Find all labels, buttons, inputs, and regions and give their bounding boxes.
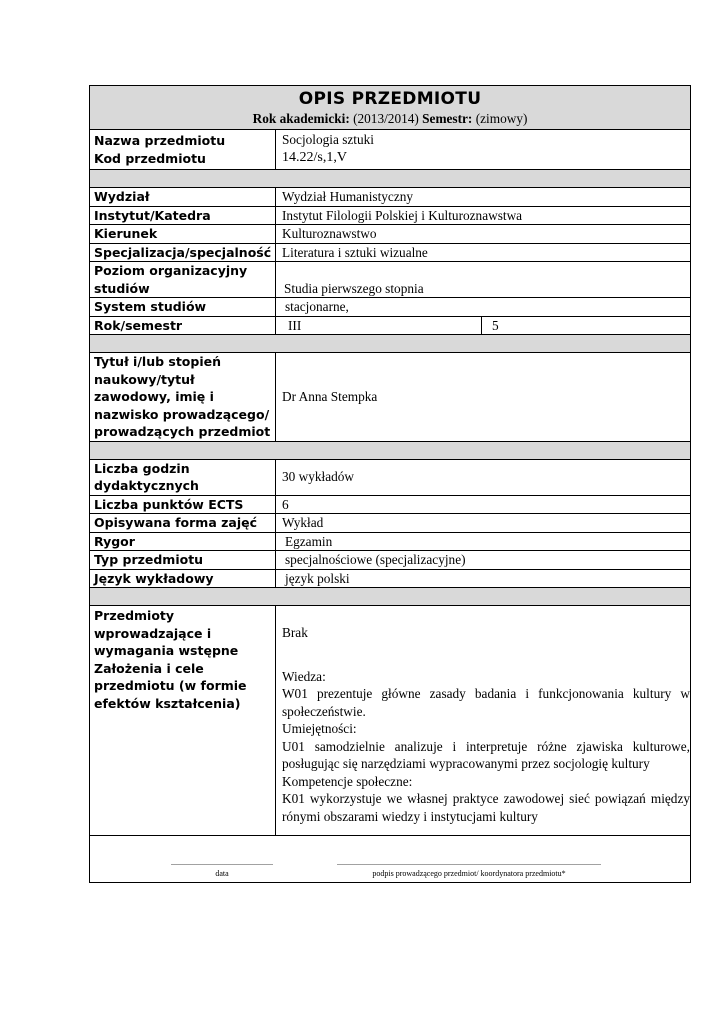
page-title: OPIS PRZEDMIOTU <box>298 89 482 109</box>
faculty-value: Wydział Humanistyczny <box>276 188 691 207</box>
goals-label-cell <box>90 606 276 836</box>
separator-row <box>90 170 691 188</box>
competence-heading: Kompetencje społeczne: <box>282 773 413 789</box>
name-code-row <box>90 130 691 170</box>
rigor-label: Rygor <box>90 532 276 551</box>
ects-label: Liczba punktów ECTS <box>90 495 276 514</box>
hours-label: Liczba godzin dydaktycznych <box>90 459 276 495</box>
date-caption: data <box>215 869 229 878</box>
rigor-row <box>90 532 691 551</box>
institute-label: Instytut/Katedra <box>90 206 276 225</box>
year-label: Rok akademicki: <box>252 111 350 126</box>
direction-value: Kulturoznawstwo <box>276 225 691 244</box>
hours-row <box>90 459 691 495</box>
system-value: stacjonarne, <box>276 298 691 317</box>
level-label: Poziom organizacyjny studiów <box>90 262 276 298</box>
type-value: specjalnościowe (specjalizacyjne) <box>276 551 691 570</box>
name-value: Socjologia sztuki <box>282 132 374 147</box>
course-description-form <box>89 85 691 883</box>
institute-row <box>90 206 691 225</box>
semester-label: Semestr: <box>422 111 473 126</box>
goals-row <box>90 606 691 836</box>
lecturer-label: Tytuł i/lub stopień naukowy/tytuł zawodowy, imię i nazwisko prowadzącego/ prowadzących przedmiot <box>90 353 276 442</box>
knowledge-heading: Wiedza: <box>282 668 326 684</box>
name-code-value-cell <box>276 130 691 170</box>
separator-cell <box>90 588 691 606</box>
goals-label: Założenia i cele przedmiotu (w formie efektów kształcenia) <box>94 660 247 711</box>
signature-line: .................................................................................................................................... <box>337 858 601 867</box>
faculty-row <box>90 188 691 207</box>
goals-value-cell <box>276 606 691 836</box>
faculty-label: Wydział <box>90 188 276 207</box>
form-label: Opisywana forma zajęć <box>90 514 276 533</box>
direction-label: Kierunek <box>90 225 276 244</box>
signature-row <box>90 836 691 883</box>
competence-text: K01 wykorzystuje we własnej praktyce zawodowej sieć powiązań między rónymi obszarami wiedzy i instytucjami kultury <box>282 791 690 824</box>
specialization-row <box>90 243 691 262</box>
year-semester-label: Rok/semestr <box>90 316 276 335</box>
system-label: System studiów <box>90 298 276 317</box>
prereq-label: Przedmioty wprowadzające i wymagania wstępne <box>94 608 239 658</box>
ects-row <box>90 495 691 514</box>
code-value: 14.22/s,1,V <box>282 149 347 165</box>
separator-cell <box>90 170 691 188</box>
date-line: ................................................... <box>171 858 273 867</box>
type-row <box>90 551 691 570</box>
specialization-value: Literatura i sztuki wizualne <box>276 243 691 262</box>
form-row <box>90 514 691 533</box>
year-value-cell: III <box>276 316 482 335</box>
institute-value: Instytut Filologii Polskiej i Kulturoznawstwa <box>276 206 691 225</box>
lecturer-value: Dr Anna Stempka <box>276 353 691 442</box>
level-value: Studia pierwszego stopnia <box>276 262 691 298</box>
name-label: Nazwa przedmiotu <box>94 133 226 148</box>
year-value: (2013/2014) <box>353 111 419 126</box>
specialization-label: Specjalizacja/specjalność <box>90 243 276 262</box>
level-row <box>90 262 691 298</box>
signature-caption: podpis prowadzącego przedmiot/ koordynatora przedmiotu* <box>372 869 566 878</box>
language-value: język polski <box>276 569 691 588</box>
separator-row <box>90 335 691 353</box>
skills-heading: Umiejętności: <box>282 721 357 736</box>
year-semester-row <box>90 316 691 335</box>
spacer <box>282 642 690 668</box>
name-code-label-cell <box>90 130 276 170</box>
type-label: Typ przedmiotu <box>90 551 276 570</box>
semester-value-cell: 5 <box>482 316 691 335</box>
separator-row <box>90 441 691 459</box>
rigor-value: Egzamin <box>276 532 691 551</box>
separator-cell <box>90 441 691 459</box>
skills-text: U01 samodzielnie analizuje i interpretuje różne zjawiska kulturowe, posługując się narzędziami wypracowanymi przez socjologię kultury <box>282 738 690 771</box>
code-label: Kod przedmiotu <box>94 150 206 166</box>
knowledge-text: W01 prezentuje główne zasady badania i funkcjonowania kultury w społeczeństwie. <box>282 686 690 719</box>
language-label: Język wykładowy <box>90 569 276 588</box>
separator-cell <box>90 335 691 353</box>
separator-row <box>90 588 691 606</box>
semester-value: (zimowy) <box>475 111 528 126</box>
ects-value: 6 <box>276 495 691 514</box>
form-value: Wykład <box>276 514 691 533</box>
header-row <box>90 86 691 130</box>
header-cell <box>90 86 691 130</box>
academic-year-line <box>90 110 690 127</box>
language-row <box>90 569 691 588</box>
prereq-value: Brak <box>282 625 308 640</box>
signature-cell <box>90 836 691 883</box>
direction-row <box>90 225 691 244</box>
system-row <box>90 298 691 317</box>
lecturer-row <box>90 353 691 442</box>
hours-value: 30 wykładów <box>276 459 691 495</box>
